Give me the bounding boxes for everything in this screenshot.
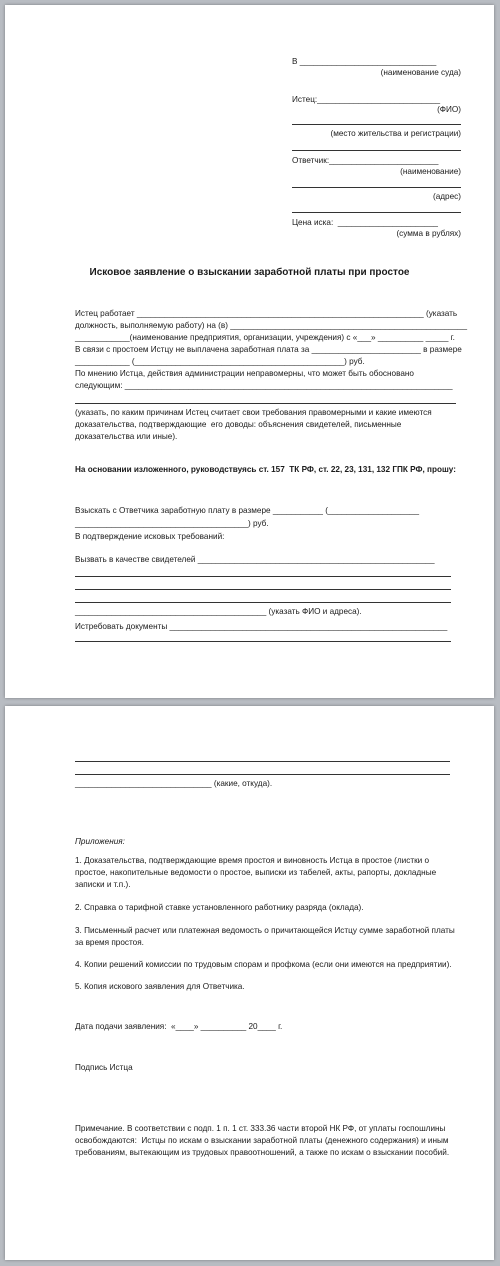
attachments-heading: Приложения: [75,837,125,846]
court-label: (наименование суда) [380,68,461,77]
court-field: В ______________________________ [292,57,437,66]
body-line: (указать, по каким причинам Истец считает свои требования правомерными и какие имеются [75,408,432,417]
defendant-address-line-2 [292,212,461,213]
body-line: ____________(наименование предприятия, организации, учреждения) с «___» __________ _____ г. [75,333,455,342]
blank-line [75,641,451,642]
attachment-item: 1. Доказательства, подтверждающие время простоя и виновность Истца в простое (листки о [75,856,430,865]
body-line: Истец работает _______________________________________________________________ (указать [75,309,458,318]
blank-line [75,774,450,775]
request-line: В подтверждение исковых требований: [75,532,225,541]
blank-line [75,403,456,404]
docs-end-line: ______________________________ (какие, откуда). [75,779,273,788]
blank-line [75,589,451,590]
attachment-item: 5. Копия искового заявления для Ответчика. [75,982,245,991]
attachment-item: 3. Письменный расчет или платежная ведомость о причитающейся Истцу сумме заработной платы [75,926,455,935]
request-line: Истребовать документы _____________________________________________________________ [75,622,448,631]
attachment-item: простое, накопительные ведомости о простое, выписки из табелей, акты, рапорты, докладные [75,868,437,877]
body-line: В связи с простоем Истцу не выплачена заработная плата за ________________________ в размере [75,345,462,354]
document-page-2 [5,706,494,1260]
signature-line: Подпись Истца [75,1063,133,1072]
request-line: ______________________________________) руб. [75,519,269,528]
request-line: Взыскать с Ответчика заработную плату в размере ___________ (____________________ [75,506,419,515]
defendant-field: Ответчик:________________________ [292,156,439,165]
blank-line [75,761,450,762]
body-line: следующим: ________________________________________________________________________ [75,381,453,390]
attachment-item: за время простоя. [75,938,144,947]
price-field: Цена иска: ______________________ [292,218,438,227]
blank-line [75,602,451,603]
plaintiff-address-line-2 [292,150,461,151]
note-line: освобождаются: Истцы по искам о взыскании заработной платы (денежного содержания) и иным [75,1136,449,1145]
document-page-1 [5,5,494,698]
document-title: Исковое заявление о взыскании заработной платы при простое [89,267,410,278]
plaintiff-label: (ФИО) [437,105,461,114]
plaintiff-field: Истец:___________________________ [292,95,441,104]
defendant-address-line [292,187,461,188]
filing-date: Дата подачи заявления: «____» __________ 20____ г. [75,1022,283,1031]
note-line: Примечание. В соответствии с подп. 1 п. 1 ст. 333.36 части второй НК РФ, от уплаты госпошлины [75,1124,446,1133]
defendant-label: (наименование) [400,167,461,176]
defendant-address-label: (адрес) [433,192,461,201]
plaintiff-address-line [292,124,461,125]
price-label: (сумма в рублях) [396,229,461,238]
attachment-item: записки и т.п.). [75,880,131,889]
plaintiff-address-label: (место жительства и регистрации) [330,129,461,138]
request-line: __________________________________________ (указать ФИО и адреса). [75,607,362,616]
basis-line: На основании изложенного, руководствуясь ст. 157 ТК РФ, ст. 22, 23, 131, 132 ГПК РФ, прошу: [75,465,456,474]
note-line: требованиям, вытекающим из трудовых правоотношений, а также по искам о взыскании пособий. [75,1148,450,1157]
body-line: доказательства или иные). [75,432,178,441]
request-line: Вызвать в качестве свидетелей ____________________________________________________ [75,555,435,564]
attachment-item: 4. Копии решений комиссии по трудовым спорам и профкома (если они имеются на предприятии). [75,960,452,969]
attachment-item: 2. Справка о тарифной ставке установленного работнику разряда (оклада). [75,903,364,912]
body-line: По мнению Истца, действия администрации неправомерны, что может быть обосновано [75,369,414,378]
body-line: доказательства, подтверждающие его доводы: объяснения свидетелей, письменные [75,420,402,429]
blank-line [75,576,451,577]
body-line: должность, выполняемую работу) на (в) ____________________________________________________ [75,321,468,330]
body-line: ____________ (______________________________________________) руб. [75,357,365,366]
